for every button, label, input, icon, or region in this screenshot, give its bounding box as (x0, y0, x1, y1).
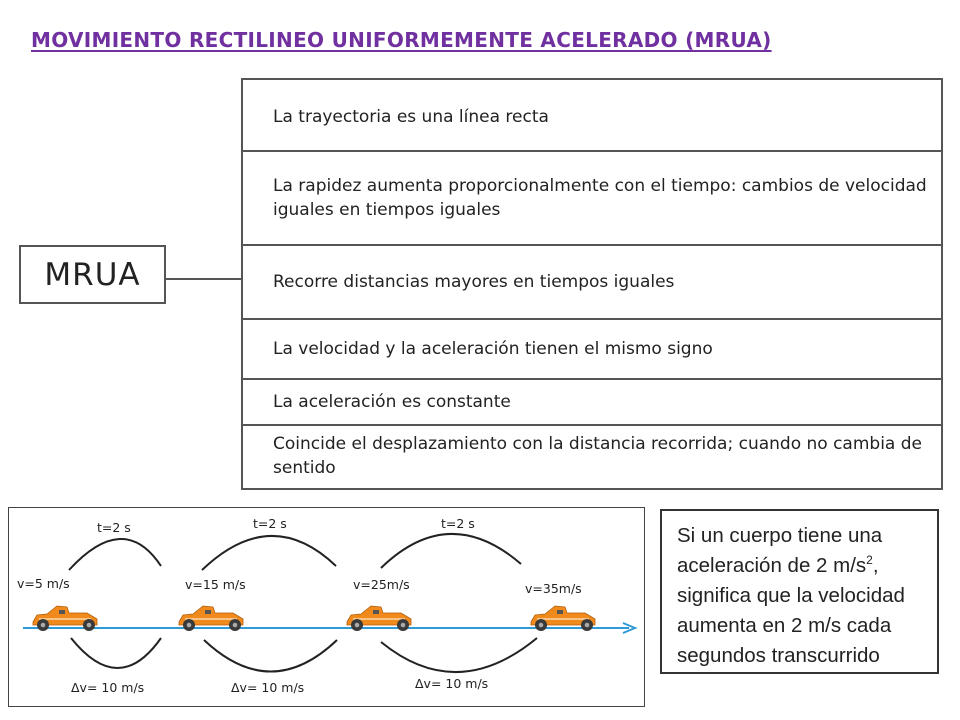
note-exponent: 2 (866, 553, 873, 568)
note-text-continued: , significa que la velocidad aumenta en 2 m/s cada segundos transcurrido (677, 554, 905, 667)
acceleration-note (660, 509, 939, 674)
property-text: La velocidad y la aceleración tienen el mismo signo (273, 339, 713, 359)
property-text: Recorre distancias mayores en tiempos iguales (273, 272, 675, 292)
delta-v-label: Δv= 10 m/s (415, 676, 489, 691)
property-text: La rapidez aumenta proporcionalmente con el tiempo: cambios de velocidad iguales en tiempos iguales (273, 176, 927, 220)
property-text: Coincide el desplazamiento con la distancia recorrida; cuando no cambia de sentido (273, 434, 922, 478)
time-arc (202, 536, 336, 570)
time-label: t=2 s (253, 516, 287, 531)
property-displacement (243, 426, 941, 486)
property-acceleration (243, 380, 941, 424)
properties-panel (241, 78, 943, 490)
delta-arc (381, 638, 537, 672)
mrua-label: MRUA (44, 256, 141, 293)
velocity-label: v=25m/s (353, 577, 410, 592)
velocity-label: v=15 m/s (185, 577, 246, 592)
time-arc (69, 539, 161, 570)
delta-arc (71, 638, 161, 668)
motion-diagram (8, 507, 645, 707)
property-text: La trayectoria es una línea recta (273, 107, 549, 127)
velocity-label: v=35m/s (525, 581, 582, 596)
property-distance (243, 246, 941, 318)
property-sign (243, 320, 941, 378)
time-label: t=2 s (441, 516, 475, 531)
property-trajectory (243, 84, 941, 150)
delta-v-label: Δv= 10 m/s (71, 680, 145, 695)
mrua-central-box (19, 245, 166, 304)
motion-diagram-svg (9, 508, 645, 707)
note-text: Si un cuerpo tiene una aceleración de 2 m/s (677, 524, 883, 577)
property-speed (243, 152, 941, 244)
page-title: MOVIMIENTO RECTILINEO UNIFORMEMENTE ACELERADO (MRUA) (31, 28, 772, 52)
time-arc (381, 534, 521, 568)
connector-line (166, 278, 241, 280)
property-text: La aceleración es constante (273, 392, 511, 412)
delta-v-label: Δv= 10 m/s (231, 680, 305, 695)
delta-arc (204, 640, 337, 672)
time-label: t=2 s (97, 520, 131, 535)
velocity-label: v=5 m/s (17, 576, 70, 591)
